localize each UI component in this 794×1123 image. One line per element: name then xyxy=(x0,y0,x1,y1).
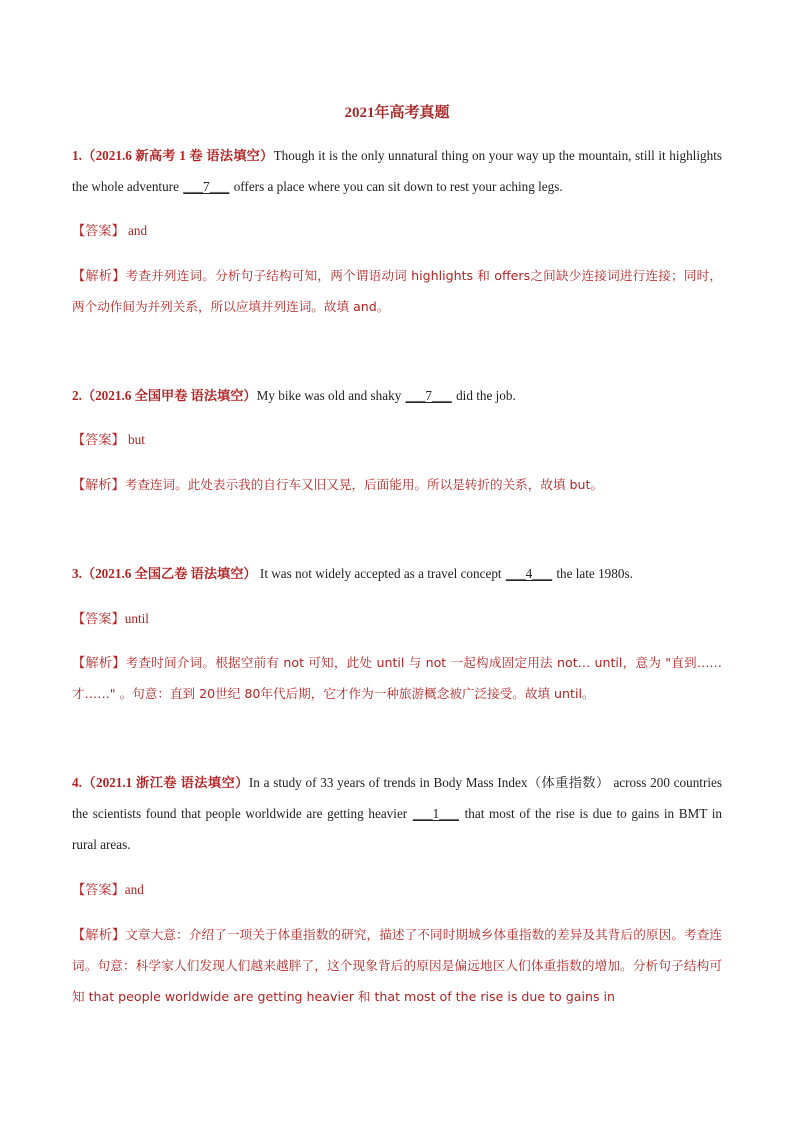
answer-value: and xyxy=(128,223,148,238)
question-number: 3. xyxy=(72,566,82,581)
answer-label: 【答案】 xyxy=(72,611,125,626)
analysis-label: 【解析】 xyxy=(72,655,126,670)
analysis-text: 考查并列连词。分析句子结构可知，两个谓语动词 highlights 和 offers之间缺少连接词进行连接；同时，两个动作间为并列关系，所以应填并列连词。故填 and。 xyxy=(72,268,723,314)
question-source: （2021.1 浙江卷 语法填空） xyxy=(81,775,249,790)
analysis-3 xyxy=(72,647,722,709)
answer-1 xyxy=(72,215,722,246)
stem-text: offers a place where you can sit down to rest your aching legs. xyxy=(230,179,563,194)
question-stem xyxy=(72,380,722,411)
stem-text: In a study of 33 years of trends in Body Mass Index（体重指数） across 200 countries the scientists found that people worldwide are getting heavier xyxy=(72,775,723,821)
analysis-label: 【解析】 xyxy=(72,268,126,283)
question-number: 4. xyxy=(72,775,82,790)
answer-label: 【答案】 xyxy=(72,223,125,238)
stem-text: It was not widely accepted as a travel concept xyxy=(256,566,505,581)
stem-text: did the job. xyxy=(452,388,516,403)
question-source: （2021.6 全国甲卷 语法填空） xyxy=(81,388,257,403)
question-number: 2. xyxy=(72,388,82,403)
stem-text: the late 1980s. xyxy=(553,566,633,581)
answer-value: and xyxy=(124,882,144,897)
analysis-label: 【解析】 xyxy=(72,477,125,492)
stem-text: that most of the rise is due to gains in BMT in rural areas. xyxy=(72,806,722,852)
question-stem xyxy=(72,558,722,589)
question-3 xyxy=(72,558,722,589)
answer-label: 【答案】 xyxy=(72,882,125,897)
question-number: 1. xyxy=(72,148,82,163)
answer-value: but xyxy=(128,432,145,447)
answer-3 xyxy=(72,603,722,634)
answer-value: until xyxy=(124,611,149,626)
analysis-text: 考查时间介词。根据空前有 not 可知，此处 until 与 not 一起构成固定用法 not… until，意为 "直到……才……" 。句意：直到 20世纪 80年代后期，它才作为一种旅游概念被广泛接受。故填 until。 xyxy=(72,655,723,701)
analysis-text: 考查连词。此处表示我的自行车又旧又晃，后面能用。所以是转折的关系，故填 but。 xyxy=(124,477,604,492)
question-source: （2021.6 全国乙卷 语法填空） xyxy=(81,566,257,581)
stem-text: Though it is the only unnatural thing on your way up the mountain, still it highlights the whole adventure xyxy=(72,148,722,194)
question-2 xyxy=(72,380,722,411)
fill-blank: ___7___ xyxy=(405,388,452,403)
analysis-4 xyxy=(72,919,722,1012)
answer-label: 【答案】 xyxy=(72,432,125,447)
page-title: 2021年高考真题 xyxy=(344,105,450,121)
fill-blank: ___1___ xyxy=(412,806,459,821)
analysis-1 xyxy=(72,260,722,322)
analysis-2 xyxy=(72,469,722,500)
question-4 xyxy=(72,767,722,860)
answer-4 xyxy=(72,874,722,905)
fill-blank: ___4___ xyxy=(505,566,553,581)
question-stem xyxy=(72,140,722,202)
fill-blank: ___7___ xyxy=(183,179,230,194)
question-stem xyxy=(72,767,722,860)
analysis-text: 文章大意：介绍了一项关于体重指数的研究，描述了不同时期城乡体重指数的差异及其背后的原因。考查连词。句意：科学家人们发现人们越来越胖了，这个现象背后的原因是偏远地区人们体重指数的增加。分析句子结构可知 that people worldwide are getting heavier 和 that most of the rise is due to gains in xyxy=(72,927,723,1004)
analysis-label: 【解析】 xyxy=(72,927,126,942)
question-source: （2021.6 新高考 1 卷 语法填空） xyxy=(81,148,274,163)
stem-text: My bike was old and shaky xyxy=(256,388,405,403)
question-1 xyxy=(72,140,722,202)
answer-2 xyxy=(72,424,722,455)
